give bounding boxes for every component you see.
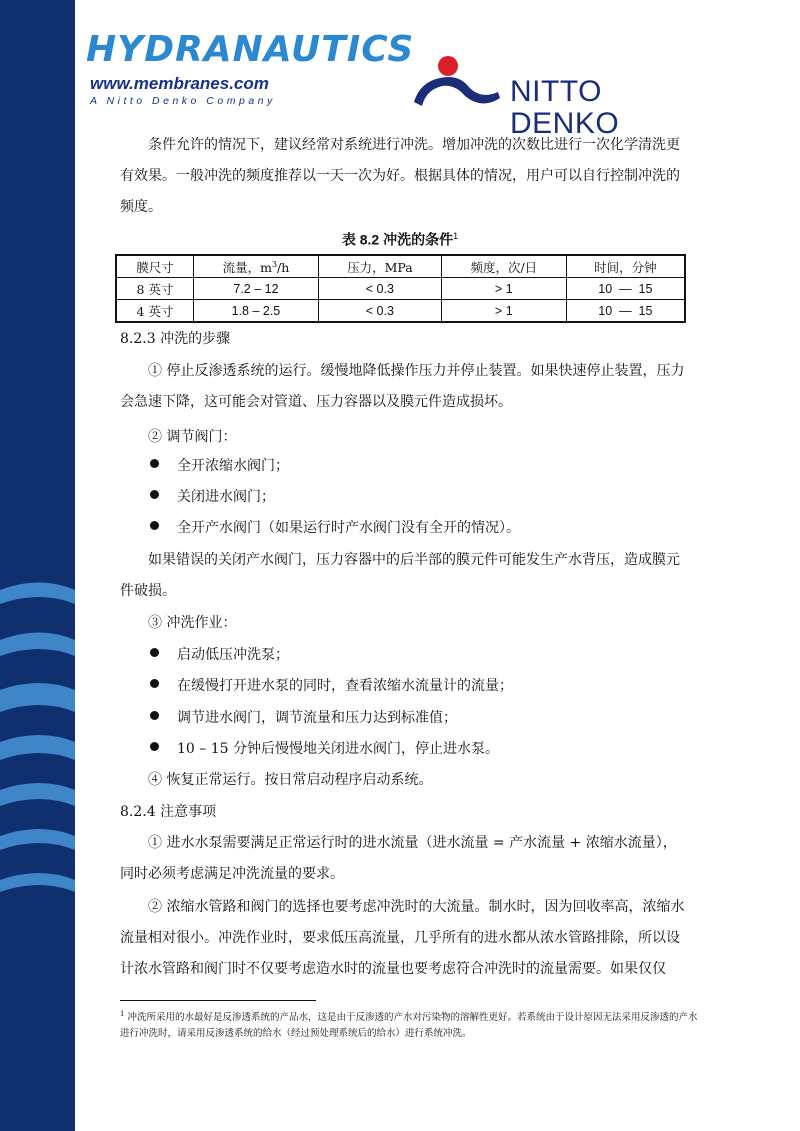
section-heading-8-2-3: 8.2.3 冲洗的步骤 [120, 331, 231, 347]
note-2-paragraph: ② 浓缩水管路和阀门的选择也要考虑冲洗时的大流量。制水时，因为回收率高，浓缩水流量相对很小。冲洗作业时，要求低压高流量，几乎所有的进水都从浓水管路排除，所以设计浓水管路和阀门时不仅要考虑造水时的流量也要考虑符合冲洗时的流量需要。如果仅仅 [120, 899, 685, 977]
header-membrane-size: 膜尺寸 [116, 255, 194, 278]
cell-duration: 10 — 15 [566, 278, 685, 300]
section-heading-8-2-4: 8.2.4 注意事项 [120, 804, 217, 820]
step-2-paragraph: ② 调节阀门： [148, 429, 237, 445]
cell-pressure: < 0.3 [318, 300, 441, 323]
list-item: 在缓慢打开进水泵的同时，查看浓缩水流量计的流量； [150, 676, 513, 696]
hydranautics-tagline: A Nitto Denko Company [90, 95, 276, 107]
bullet-icon [150, 459, 159, 468]
bullet-icon [150, 742, 159, 751]
footnote-mark: 1 [120, 1010, 125, 1018]
wave-stripes-graphic [0, 0, 75, 1131]
hydranautics-url: www.membranes.com [90, 74, 269, 93]
note-1-paragraph: ① 进水水泵需要满足正常运行时的进水流量（进水流量 = 产水流量 + 浓缩水流量），同时必须考虑满足冲洗流量的要求。 [120, 835, 677, 882]
cell-flow: 7.2 – 12 [194, 278, 319, 300]
intro-paragraph: 条件允许的情况下，建议经常对系统进行冲洗。增加冲洗的次数比进行一次化学清洗更有效果。一般冲洗的频度推荐以一天一次为好。根据具体的情况，用户可以自行控制冲洗的频度。 [120, 137, 680, 215]
header-flow: 流量，$m^3/h$ [194, 255, 319, 278]
cell-size: 8 英寸 [116, 278, 194, 300]
cell-duration: 10 — 15 [566, 300, 685, 323]
table-row [116, 300, 685, 323]
list-item: 全开产水阀门（如果运行时产水阀门没有全开的情况）。 [150, 518, 520, 538]
caption-footnote-mark: 1 [453, 231, 459, 241]
bullet-icon [150, 679, 159, 688]
header-pressure: 压力，MPa [318, 255, 441, 278]
step-1-paragraph: ① 停止反渗透系统的运行。缓慢地降低操作压力并停止装置。如果快速停止装置，压力会急速下降，这可能会对管道、压力容器以及膜元件造成损坏。 [120, 363, 685, 410]
warning-paragraph: 如果错误的关闭产水阀门，压力容器中的后半部的膜元件可能发生产水背压，造成膜元件破损。 [120, 552, 680, 599]
hydranautics-wordmark: HYDRANAUTICS [86, 29, 415, 70]
list-item: 关闭进水阀门； [150, 487, 275, 507]
header-frequency: 频度，次/日 [441, 255, 566, 278]
list-item: 启动低压冲洗泵； [150, 645, 289, 665]
flush-conditions-table [115, 254, 686, 323]
bullet-icon [150, 648, 159, 657]
list-item: 调节进水阀门，调节流量和压力达到标准值； [150, 708, 457, 728]
nitto-denko-logo [410, 52, 710, 140]
step-4-paragraph: ④ 恢复正常运行。按日常启动程序启动系统。 [148, 772, 433, 788]
table-row [116, 278, 685, 300]
hydranautics-logo [86, 29, 415, 112]
step-3-paragraph: ③ 冲洗作业： [148, 615, 237, 631]
footnote-divider [120, 1000, 316, 1001]
footnote-text: 冲洗所采用的水最好是反渗透系统的产品水，这是由于反渗透的产水对污染物的溶解性更好。若系统由于设计原因无法采用反渗透的产水进行冲洗时，请采用反渗透系统的给水（经过预处理系统后的给水）进行系统冲洗。 [120, 1012, 698, 1040]
cell-frequency: > 1 [441, 300, 566, 323]
bullet-icon [150, 711, 159, 720]
nitto-denko-wordmark: NITTO DENKO [510, 75, 620, 140]
cell-size: 4 英寸 [116, 300, 194, 323]
list-item: 10 – 15 分钟后慢慢地关闭进水阀门，停止进水泵。 [150, 739, 499, 759]
nitto-emblem-icon [410, 52, 505, 112]
cell-flow: 1.8 – 2.5 [194, 300, 319, 323]
side-decoration-band [0, 0, 75, 1131]
cell-frequency: > 1 [441, 278, 566, 300]
header-duration: 时间，分钟 [566, 255, 685, 278]
list-item: 全开浓缩水阀门； [150, 456, 289, 476]
table-caption: 表 8.2 冲洗的条件$^1$ [341, 231, 459, 248]
footnote [120, 1006, 700, 1042]
bullet-icon [150, 521, 159, 530]
table-header-row [116, 255, 685, 278]
bullet-icon [150, 490, 159, 499]
cell-pressure: < 0.3 [318, 278, 441, 300]
